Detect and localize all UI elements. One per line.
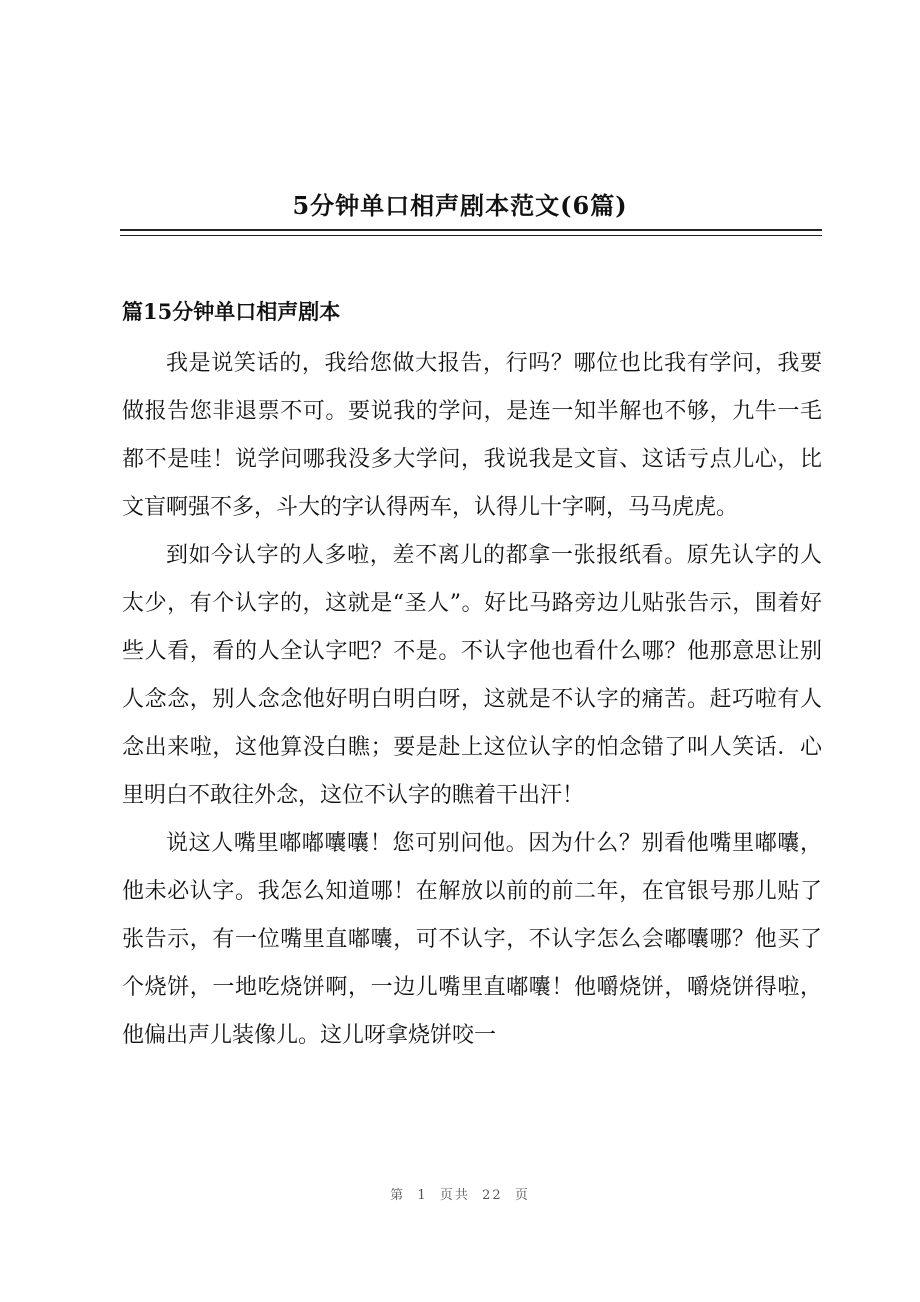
document-title: 5分钟单口相声剧本范文(6篇) [292,191,628,220]
title-double-rule [120,229,822,236]
body-text [122,340,822,1060]
page-number-footer: 第 1 页共 22 页 [390,1188,530,1203]
paragraph-3: 说这人嘴里嘟嘟囔囔！您可别问他。因为什么？别看他嘴里嘟囔，他未必认字。我怎么知道哪！在解放以前的前二年，在官银号那儿贴了张告示，有一位嘴里直嘟囔，可不认字，不认字怎么会嘟囔哪？他买了个烧饼，一地吃烧饼啊，一边儿嘴里直嘟囔！他嚼烧饼，嚼烧饼得啦，他偏出声儿装像儿。这儿呀拿烧饼咬一 [122,831,822,1048]
paragraph-1: 我是说笑话的，我给您做大报告，行吗？哪位也比我有学问，我要做报告您非退票不可。要说我的学问，是连一知半解也不够，九牛一毛都不是哇！说学问哪我没多大学问，我说我是文盲、这话亏点儿心，比文盲啊强不多，斗大的字认得两车，认得儿十字啊，马马虎虎。 [122,351,822,520]
paragraph-2: 到如今认字的人多啦，差不离儿的都拿一张报纸看。原先认字的人太少，有个认字的，这就是“圣人”。好比马路旁边儿贴张告示，围着好些人看，看的人全认字吧？不是。不认字他也看什么哪？他那意思让别人念念，别人念念他好明白明白呀，这就是不认字的痛苦。赶巧啦有人念出来啦，这他算没白瞧；要是赴上这位认字的怕念错了叫人笑话．心里明白不敢往外念，这位不认字的瞧着干出汗！ [122,543,822,808]
section-heading: 篇15分钟单口相声剧本 [122,299,341,324]
